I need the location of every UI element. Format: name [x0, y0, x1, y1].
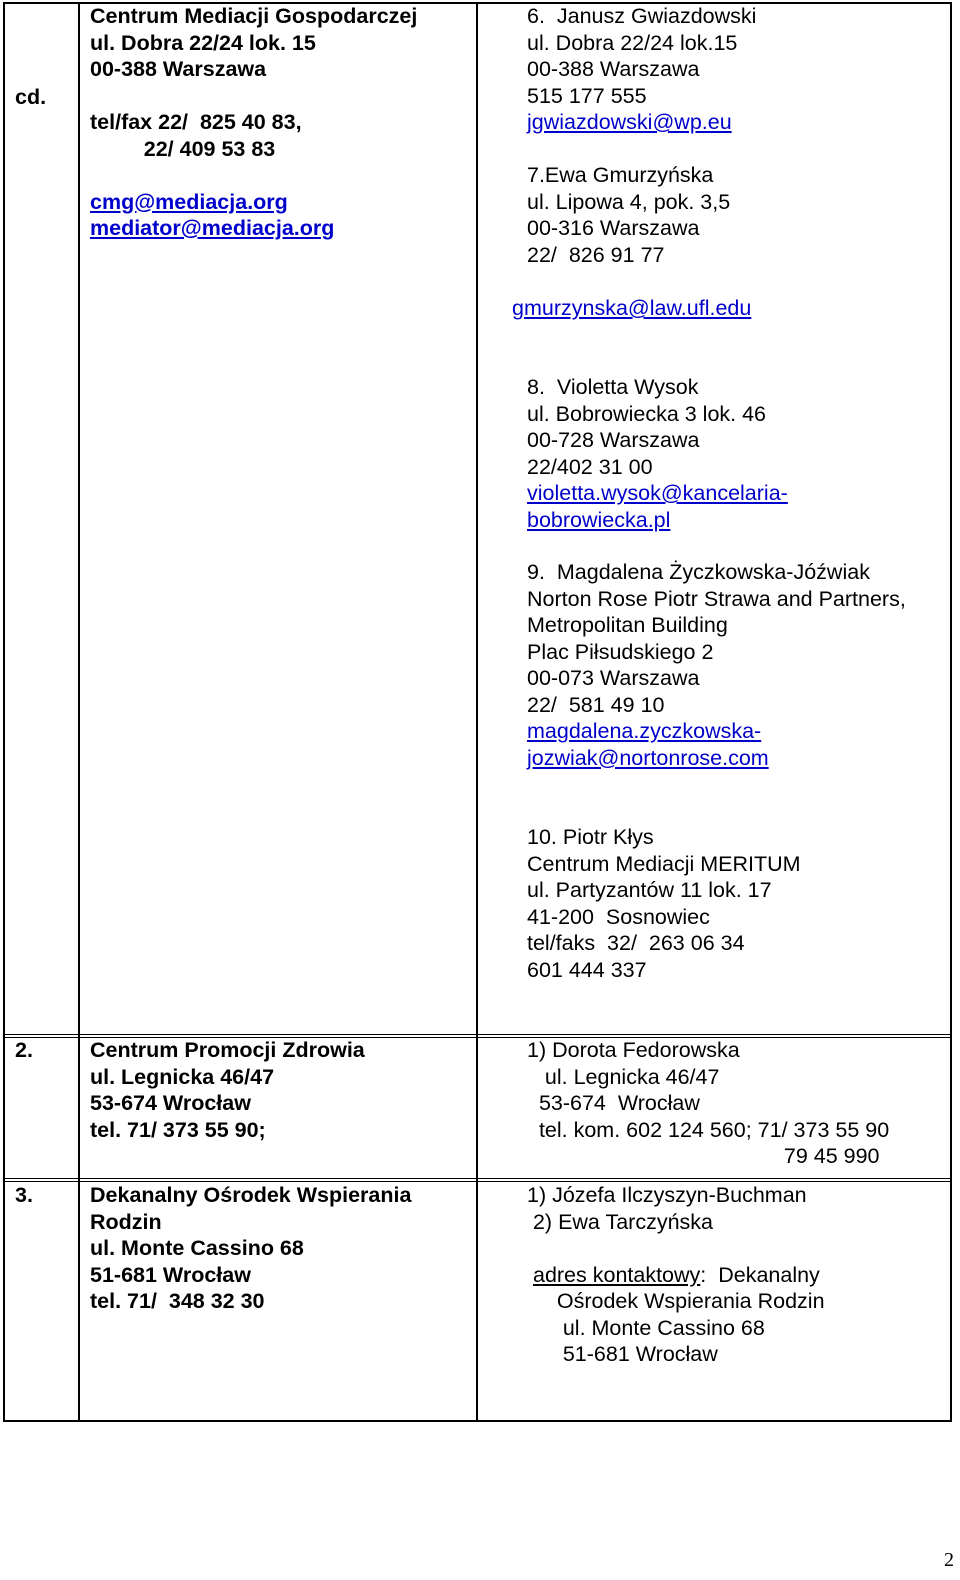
mediator-entry [527, 559, 906, 771]
mediator-line: 8. Violetta Wysok [527, 375, 699, 399]
institution-line: Centrum Mediacji Gospodarczej [90, 4, 418, 28]
institution-line: ul. Dobra 22/24 lok. 15 [90, 30, 316, 55]
mediator-line: ul. Legnicka 46/47 [527, 1064, 720, 1089]
institution-block [90, 1037, 365, 1143]
mediator-line: 6. Janusz Gwiazdowski [527, 4, 757, 28]
mediator-line: Norton Rose Piotr Strawa and Partners, [527, 586, 906, 611]
mediator-entry [527, 1182, 825, 1368]
mediator-line: tel/faks 32/ 263 06 34 [527, 931, 745, 955]
row-number: cd. [15, 85, 47, 109]
table-border-bottom [3, 1420, 952, 1422]
contact-address-label: adres kontaktowy [532, 1262, 701, 1287]
row-number: 2. [15, 1038, 33, 1062]
mediator-line: ul. Dobra 22/24 lok.15 [527, 30, 738, 55]
mediator-line: 00-316 Warszawa [527, 216, 700, 240]
mediator-line: 1) Dorota Fedorowska [527, 1038, 740, 1062]
mediator-line: 00-073 Warszawa [527, 666, 700, 690]
institution-line: Centrum Promocji Zdrowia [90, 1038, 365, 1062]
institution-line [90, 83, 417, 110]
mediator-line: ul. Partyzantów 11 lok. 17 [527, 878, 772, 902]
mediator-entry [527, 162, 730, 268]
mediator-line: 2) Ewa Tarczyńska [527, 1209, 714, 1234]
email-link[interactable]: jozwiak@nortonrose.com [527, 745, 769, 770]
institution-line: tel. 71/ 348 32 30 [90, 1289, 265, 1313]
mediator-entry [527, 374, 788, 533]
mediator-line: 41-200 Sosnowiec [527, 904, 710, 929]
mediator-line [527, 1235, 825, 1262]
mediator-line: 22/ 826 91 77 [527, 242, 665, 267]
mediator-line: 10. Piotr Kłys [527, 825, 654, 849]
contact-address-rest: : Dekanalny [700, 1262, 820, 1287]
table-border-col1 [78, 2, 80, 1422]
email-link[interactable]: gmurzynska@law.ufl.edu [512, 296, 752, 320]
institution-block [90, 3, 417, 242]
mediator-line: ul. Monte Cassino 68 [527, 1315, 765, 1340]
institution-line: Rodzin [90, 1209, 162, 1234]
mediator-line: ul. Bobrowiecka 3 lok. 46 [527, 401, 767, 426]
mediator-line: 79 45 990 [527, 1144, 880, 1168]
email-link[interactable]: magdalena.zyczkowska- [527, 719, 762, 743]
mediator-line: 00-388 Warszawa [527, 57, 700, 81]
table-border-left [3, 2, 5, 1422]
page-number: 2 [944, 1549, 954, 1571]
email-link[interactable]: mediator@mediacja.org [90, 216, 335, 240]
mediator-line: Plac Piłsudskiego 2 [527, 639, 714, 664]
table-border-col2 [476, 2, 478, 1422]
mediator-line: 51-681 Wrocław [527, 1342, 718, 1366]
table-border-right [950, 2, 952, 1422]
mediator-line: 7.Ewa Gmurzyńska [527, 163, 714, 187]
mediator-line: 9. Magdalena Życzkowska-Jóźwiak [527, 560, 870, 584]
institution-line: Dekanalny Ośrodek Wspierania [90, 1183, 412, 1207]
mediator-line: tel. kom. 602 124 560; 71/ 373 55 90 [527, 1117, 890, 1142]
mediator-entry [527, 3, 756, 136]
contact-address-line [527, 1262, 825, 1289]
mediator-line: 53-674 Wrocław [527, 1091, 700, 1115]
institution-line: ul. Legnicka 46/47 [90, 1064, 275, 1089]
mediator-line: 00-728 Warszawa [527, 428, 700, 452]
mediator-line: Centrum Mediacji MERITUM [527, 851, 801, 876]
mediator-line: 601 444 337 [527, 957, 647, 982]
mediator-entry [527, 824, 801, 983]
email-link[interactable]: bobrowiecka.pl [527, 507, 671, 532]
institution-line [90, 162, 417, 189]
mediator-entry [527, 1037, 889, 1170]
mediator-line: Metropolitan Building [527, 613, 728, 637]
row-number: 3. [15, 1183, 33, 1207]
mediator-line: 22/402 31 00 [527, 454, 653, 479]
institution-line: ul. Monte Cassino 68 [90, 1236, 304, 1260]
institution-line: 22/ 409 53 83 [90, 136, 276, 161]
mediator-line: 22/ 581 49 10 [527, 692, 665, 717]
institution-line: 51-681 Wrocław [90, 1262, 251, 1287]
mediator-line: Ośrodek Wspierania Rodzin [527, 1289, 825, 1313]
institution-line: 00-388 Warszawa [90, 57, 267, 81]
email-link[interactable]: violetta.wysok@kancelaria- [527, 481, 788, 505]
mediator-line: 515 177 555 [527, 83, 647, 108]
mediator-line: ul. Lipowa 4, pok. 3,5 [527, 189, 731, 214]
email-link[interactable]: cmg@mediacja.org [90, 189, 288, 214]
email-link[interactable]: jgwiazdowski@wp.eu [527, 110, 732, 134]
institution-line: tel. 71/ 373 55 90; [90, 1117, 266, 1142]
mediator-line: 1) Józefa Ilczyszyn-Buchman [527, 1183, 807, 1207]
institution-block [90, 1182, 411, 1315]
institution-line: 53-674 Wrocław [90, 1091, 251, 1115]
institution-line: tel/fax 22/ 825 40 83, [90, 110, 302, 134]
